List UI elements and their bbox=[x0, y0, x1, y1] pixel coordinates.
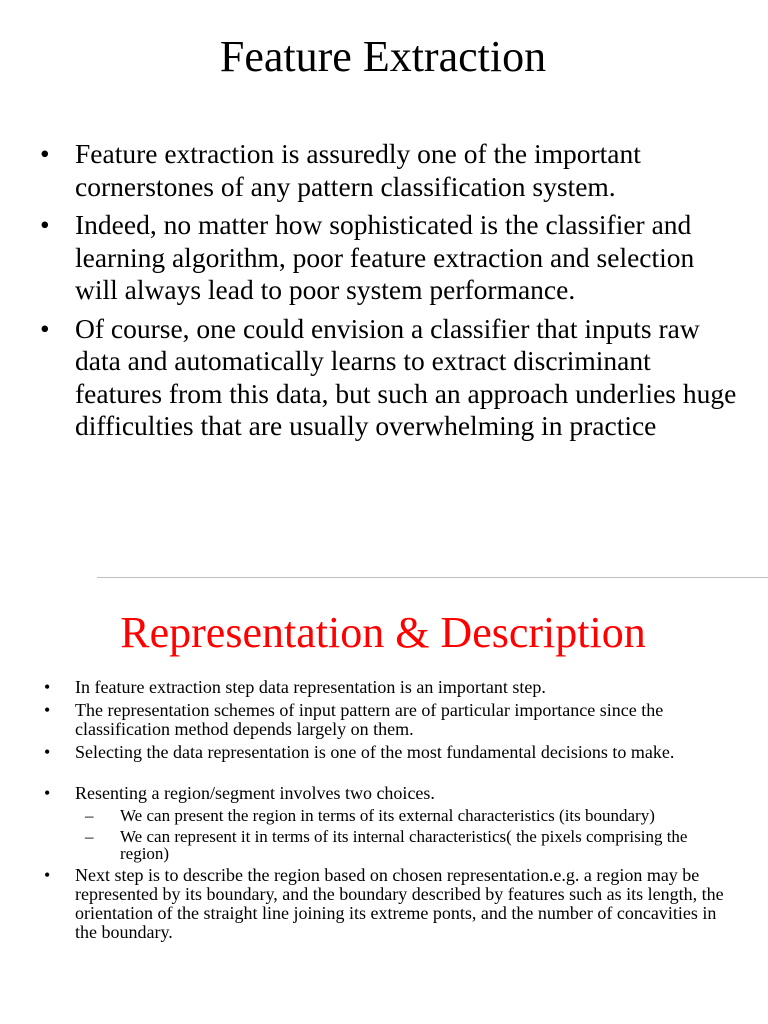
bullet-icon: • bbox=[44, 865, 51, 885]
bullet-text: Of course, one could envision a classifier that inputs raw data and automatically learns to extract discriminant features from this data, but such an approach underlies huge difficulties that are usually overwhelming in practice bbox=[75, 312, 737, 441]
bullet-icon: • bbox=[40, 312, 50, 344]
bullet-icon: • bbox=[44, 742, 51, 762]
bullet-text: Selecting the data representation is one of the most fundamental decisions to make. bbox=[75, 742, 675, 762]
bullet-list bbox=[44, 678, 734, 946]
sub-list-item bbox=[85, 828, 734, 862]
bullet-list bbox=[40, 138, 740, 449]
slide-title: Feature Extraction bbox=[219, 32, 547, 81]
list-item bbox=[44, 784, 734, 862]
bullet-text: Next step is to describe the region based on chosen representation.e.g. a region may be represented by its boundary, and the boundary described by features such as its length, the orientation of the straight line joining its extreme ponts, and the number of concavities in the boundary. bbox=[75, 865, 724, 942]
dash-icon: – bbox=[85, 806, 94, 825]
bullet-icon: • bbox=[44, 700, 51, 720]
bullet-icon: • bbox=[40, 138, 50, 169]
bullet-text: Feature extraction is assuredly one of the important cornerstones of any pattern classification system. bbox=[75, 138, 641, 202]
list-item bbox=[40, 209, 740, 307]
sub-bullet-text: We can present the region in terms of its external characteristics (its boundary) bbox=[120, 806, 655, 825]
list-item bbox=[40, 138, 740, 203]
bullet-text: Resenting a region/segment involves two choices. bbox=[75, 783, 435, 803]
list-item bbox=[44, 743, 734, 762]
slide-title: Representation & Description bbox=[120, 608, 646, 657]
list-item bbox=[44, 701, 734, 739]
dash-icon: – bbox=[85, 827, 94, 846]
bullet-text: In feature extraction step data representation is an important step. bbox=[75, 677, 546, 697]
sub-bullet-text: We can represent it in terms of its internal characteristics( the pixels comprising the region) bbox=[120, 827, 688, 863]
bullet-icon: • bbox=[40, 209, 50, 240]
slide-representation-description bbox=[0, 578, 768, 1024]
list-item bbox=[44, 678, 734, 697]
bullet-text: The representation schemes of input pattern are of particular importance since the classification method depends largely on them. bbox=[75, 700, 664, 739]
list-item bbox=[40, 313, 740, 443]
list-item bbox=[44, 866, 734, 942]
sub-bullet-list bbox=[75, 807, 734, 862]
bullet-text: Indeed, no matter how sophisticated is the classifier and learning algorithm, poor feature extraction and selection will always lead to poor system performance. bbox=[75, 209, 695, 305]
sub-list-item bbox=[85, 807, 734, 824]
bullet-icon: • bbox=[44, 677, 51, 697]
bullet-icon: • bbox=[44, 783, 51, 803]
